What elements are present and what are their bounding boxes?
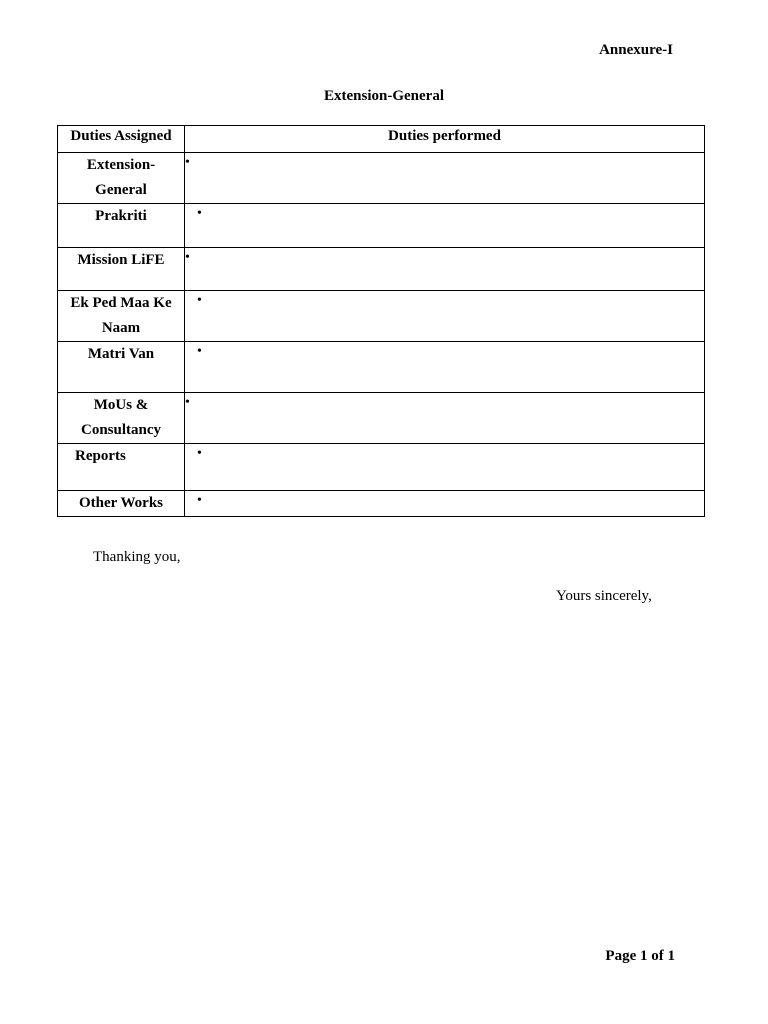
duty-performed-cell — [185, 491, 705, 517]
duty-label-line: Matri Van — [87, 346, 155, 362]
duty-performed-cell — [185, 444, 705, 491]
bullet-icon: • — [197, 344, 202, 359]
table-row — [58, 248, 705, 291]
bullet-icon: • — [185, 155, 190, 170]
table-row — [58, 153, 705, 204]
duties-table — [57, 125, 705, 517]
bullet-icon: • — [185, 250, 190, 265]
duty-label-line: Consultancy — [80, 422, 162, 438]
annexure-label: Annexure-I — [599, 42, 673, 58]
duty-label-cell — [58, 291, 185, 342]
duty-label-line: Prakriti — [95, 208, 147, 224]
table-row — [58, 342, 705, 393]
bullet-icon: • — [197, 293, 202, 308]
duty-performed-cell — [185, 291, 705, 342]
table-row — [58, 491, 705, 517]
duty-label-cell — [58, 204, 185, 248]
duty-label-line: MoUs & — [93, 397, 149, 413]
table-row — [58, 444, 705, 491]
duty-performed-cell — [185, 393, 705, 444]
table-row — [58, 393, 705, 444]
duty-performed-cell — [185, 153, 705, 204]
closing-thanks: Thanking you, — [93, 549, 181, 565]
duty-label-line: General — [95, 182, 147, 198]
column-header-duties-assigned: Duties Assigned — [58, 126, 185, 153]
duty-label-cell — [58, 491, 185, 517]
duty-label-cell — [58, 393, 185, 444]
duty-label-cell — [58, 153, 185, 204]
duty-label-cell — [58, 342, 185, 393]
duty-performed-cell — [185, 248, 705, 291]
duty-label-line: Ek Ped Maa Ke — [70, 295, 172, 311]
duty-label-line: Reports — [75, 448, 126, 464]
duty-label-line: Other Works — [78, 495, 164, 511]
table-row — [58, 291, 705, 342]
duty-label-cell — [58, 444, 185, 491]
duty-performed-cell — [185, 342, 705, 393]
bullet-icon: • — [197, 446, 202, 461]
table-header-row — [58, 126, 705, 153]
closing-signoff: Yours sincerely, — [556, 588, 652, 604]
column-header-duties-performed: Duties performed — [185, 126, 705, 153]
document-title: Extension-General — [324, 88, 444, 104]
table-row — [58, 204, 705, 248]
duty-label-cell — [58, 248, 185, 291]
duty-label-line: Extension- — [86, 157, 156, 173]
page-number: Page 1 of 1 — [605, 948, 675, 964]
duty-label-line: Naam — [101, 320, 141, 336]
duty-label-line: Mission LiFE — [77, 252, 165, 268]
bullet-icon: • — [197, 493, 202, 508]
duty-performed-cell — [185, 204, 705, 248]
bullet-icon: • — [197, 206, 202, 221]
bullet-icon: • — [185, 395, 190, 410]
